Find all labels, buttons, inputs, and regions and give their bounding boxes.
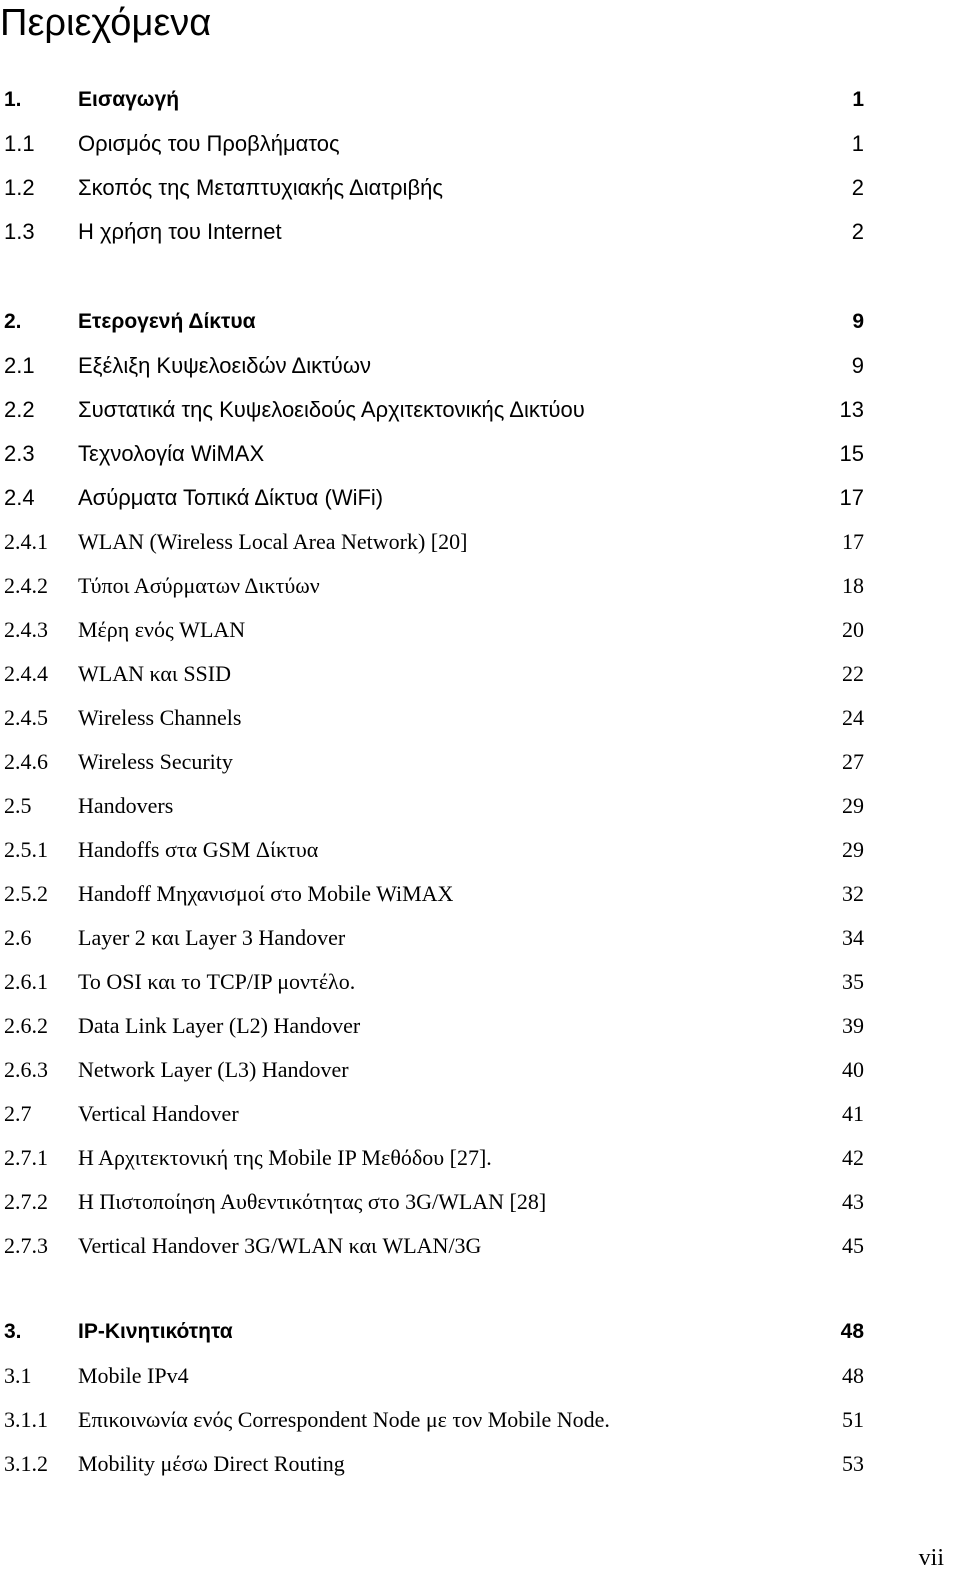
- toc-entry-number: 2.5.1: [4, 837, 48, 862]
- toc-entry-title: Network Layer (L3) Handover: [78, 1057, 349, 1082]
- toc-entry-title: Εξέλιξη Κυψελοειδών Δικτύων: [78, 353, 372, 378]
- toc-entry-number: 2.4.5: [4, 705, 48, 730]
- toc-entry-title: Mobile IPv4: [78, 1363, 189, 1388]
- toc-entry-title: To OSI και το TCP/IP μοντέλο.: [78, 969, 356, 994]
- toc-entry-page: 48: [842, 1363, 864, 1388]
- toc-entry-number: 2.7: [4, 1101, 32, 1126]
- toc-entry-2-4-5[interactable]: [4, 698, 864, 738]
- toc-entry-title: Η Αρχιτεκτονική της Mobile IP Μεθόδου [27].: [78, 1145, 492, 1170]
- toc-entry-number: 2.7.1: [4, 1145, 48, 1170]
- toc-entry-2-7-1[interactable]: [4, 1138, 864, 1178]
- toc-entry-title: Vertical Handover 3G/WLAN και WLAN/3G: [78, 1233, 482, 1258]
- toc-entry-page: 13: [839, 397, 864, 422]
- toc-entry-2-4[interactable]: [4, 478, 864, 518]
- toc-entry-number: 2.4.2: [4, 573, 48, 598]
- toc-entry-number: 2.4.6: [4, 749, 48, 774]
- toc-entry-number: 1.2: [4, 175, 35, 200]
- toc-entry-2-4-3[interactable]: [4, 610, 864, 650]
- toc-entry-number: 3.1.2: [4, 1451, 48, 1476]
- toc-entry-title: Data Link Layer (L2) Handover: [78, 1013, 361, 1038]
- toc-entry-number: 2.6.3: [4, 1057, 48, 1082]
- toc-entry-page: 45: [842, 1233, 864, 1258]
- toc-entry-title: Handovers: [78, 793, 174, 818]
- toc-entry-title: Ασύρματα Τοπικά Δίκτυα (WiFi): [78, 485, 384, 510]
- toc-entry-number: 2.6: [4, 925, 32, 950]
- toc-entry-title: Ορισμός του Προβλήματος: [78, 131, 340, 156]
- toc-entry-number: 2.5: [4, 793, 32, 818]
- toc-entry-number: 2.: [4, 310, 22, 333]
- toc-entry-page: 15: [839, 441, 864, 466]
- toc-entry-number: 2.7.2: [4, 1189, 48, 1214]
- toc-entry-page: 27: [842, 749, 864, 774]
- toc-entry-title: Handoff Μηχανισμοί στο Mobile WiMAX: [78, 881, 454, 906]
- toc-entry-2[interactable]: [4, 302, 864, 342]
- toc-entry-2-5-2[interactable]: [4, 874, 864, 914]
- toc-entry-number: 2.4: [4, 485, 35, 510]
- toc-entry-number: 2.6.1: [4, 969, 48, 994]
- toc-entry-3[interactable]: [4, 1312, 864, 1352]
- toc-entry-page: 17: [842, 529, 864, 554]
- toc-entry-number: 1.1: [4, 131, 35, 156]
- toc-entry-page: 20: [842, 617, 864, 642]
- toc-entry-number: 3.1.1: [4, 1407, 48, 1432]
- toc-entry-2-2[interactable]: [4, 390, 864, 430]
- toc-entry-2-6-2[interactable]: [4, 1006, 864, 1046]
- toc-entry-page: 39: [842, 1013, 864, 1038]
- toc-entry-page: 2: [851, 175, 864, 200]
- toc-entry-2-4-4[interactable]: [4, 654, 864, 694]
- toc-entry-number: 2.2: [4, 397, 35, 422]
- toc-entry-2-3[interactable]: [4, 434, 864, 474]
- toc-entry-title: WLAN (Wireless Local Area Network) [20]: [78, 529, 468, 554]
- toc-entry-title: Τεχνολογία WiMAX: [78, 441, 265, 466]
- toc-entry-page: 41: [842, 1101, 864, 1126]
- toc-entry-title: Mobility μέσω Direct Routing: [78, 1451, 345, 1476]
- toc-entry-2-7-2[interactable]: [4, 1182, 864, 1222]
- toc-entry-page: 51: [842, 1407, 864, 1432]
- toc-entry-3-1[interactable]: [4, 1356, 864, 1396]
- toc-entry-number: 2.5.2: [4, 881, 48, 906]
- toc-entry-1-2[interactable]: [4, 168, 864, 208]
- toc-entry-title: Συστατικά της Κυψελοειδούς Αρχιτεκτονικής Δικτύου: [78, 397, 585, 422]
- toc-entry-2-6-1[interactable]: [4, 962, 864, 1002]
- toc-entry-2-7[interactable]: [4, 1094, 864, 1134]
- toc-entry-title: Η χρήση του Internet: [78, 219, 282, 244]
- toc-entry-page: 18: [842, 573, 864, 598]
- toc-entry-page: 40: [842, 1057, 864, 1082]
- toc-entry-page: 1: [852, 88, 864, 111]
- toc-entry-title: IP-Κινητικότητα: [78, 1320, 233, 1343]
- toc-entry-number: 1.: [4, 88, 22, 111]
- toc-entry-2-1[interactable]: [4, 346, 864, 386]
- toc-entry-page: 9: [852, 310, 864, 333]
- toc-entry-page: 9: [851, 353, 864, 378]
- toc-entry-title: Τύποι Ασύρματων Δικτύων: [78, 573, 320, 598]
- toc-entry-2-4-1[interactable]: [4, 522, 864, 562]
- toc-entry-title: Επικοινωνία ενός Correspondent Node με τον Mobile Node.: [78, 1407, 610, 1432]
- toc-entry-title: Μέρη ενός WLAN: [78, 617, 246, 642]
- toc-entry-title: Vertical Handover: [78, 1101, 239, 1126]
- toc-entry-page: 22: [842, 661, 864, 686]
- toc-entry-2-6[interactable]: [4, 918, 864, 958]
- toc-entry-page: 2: [851, 219, 864, 244]
- toc-entry-title: Σκοπός της Μεταπτυχιακής Διατριβής: [78, 175, 443, 200]
- toc-entry-number: 2.4.1: [4, 529, 48, 554]
- toc-entry-number: 3.1: [4, 1363, 32, 1388]
- toc-entry-1-1[interactable]: [4, 124, 864, 164]
- toc-entry-page: 29: [842, 837, 864, 862]
- toc-entry-page: 24: [842, 705, 864, 730]
- toc-entry-number: 2.3: [4, 441, 35, 466]
- toc-entry-page: 32: [842, 881, 864, 906]
- toc-entry-2-5-1[interactable]: [4, 830, 864, 870]
- toc-entry-number: 2.6.2: [4, 1013, 48, 1038]
- toc-entry-number: 2.4.3: [4, 617, 48, 642]
- toc-entry-2-6-3[interactable]: [4, 1050, 864, 1090]
- toc-entry-page: 34: [842, 925, 864, 950]
- toc-entry-page: 53: [842, 1451, 864, 1476]
- toc-entry-page: 35: [842, 969, 864, 994]
- toc-entry-number: 2.4.4: [4, 661, 48, 686]
- toc-entry-1-3[interactable]: [4, 212, 864, 252]
- toc-entry-page: 1: [851, 131, 864, 156]
- toc-entry-page: 48: [840, 1320, 864, 1343]
- toc-entry-page: 29: [842, 793, 864, 818]
- toc-entry-1[interactable]: [4, 80, 864, 120]
- page-title: Περιεχόμενα: [0, 2, 212, 44]
- toc-entry-title: Handoffs στα GSM Δίκτυα: [78, 837, 319, 862]
- toc-entry-3-1-1[interactable]: [4, 1400, 864, 1440]
- toc-entry-2-4-2[interactable]: [4, 566, 864, 606]
- toc-entry-2-7-3[interactable]: [4, 1226, 864, 1266]
- toc-entry-3-1-2[interactable]: [4, 1444, 864, 1484]
- toc-entry-2-5[interactable]: [4, 786, 864, 826]
- toc-entry-title: Layer 2 και Layer 3 Handover: [78, 925, 346, 950]
- toc-entry-2-4-6[interactable]: [4, 742, 864, 782]
- toc-entry-page: 43: [842, 1189, 864, 1214]
- toc-entry-title: Wireless Security: [78, 749, 233, 774]
- toc-entry-title: Wireless Channels: [78, 705, 242, 730]
- toc-entry-title: Εισαγωγή: [78, 88, 180, 111]
- toc-entry-number: 2.7.3: [4, 1233, 48, 1258]
- toc-entry-title: Ετερογενή Δίκτυα: [78, 310, 256, 333]
- toc-entry-title: WLAN και SSID: [78, 661, 232, 686]
- page-number: vii: [918, 1545, 944, 1571]
- toc-entry-page: 42: [842, 1145, 864, 1170]
- toc-entry-title: Η Πιστοποίηση Αυθεντικότητας στο 3G/WLAN [28]: [78, 1189, 547, 1214]
- toc-entry-number: 2.1: [4, 353, 35, 378]
- toc-entry-page: 17: [839, 485, 864, 510]
- toc-entry-number: 3.: [4, 1320, 22, 1343]
- toc-entry-number: 1.3: [4, 219, 35, 244]
